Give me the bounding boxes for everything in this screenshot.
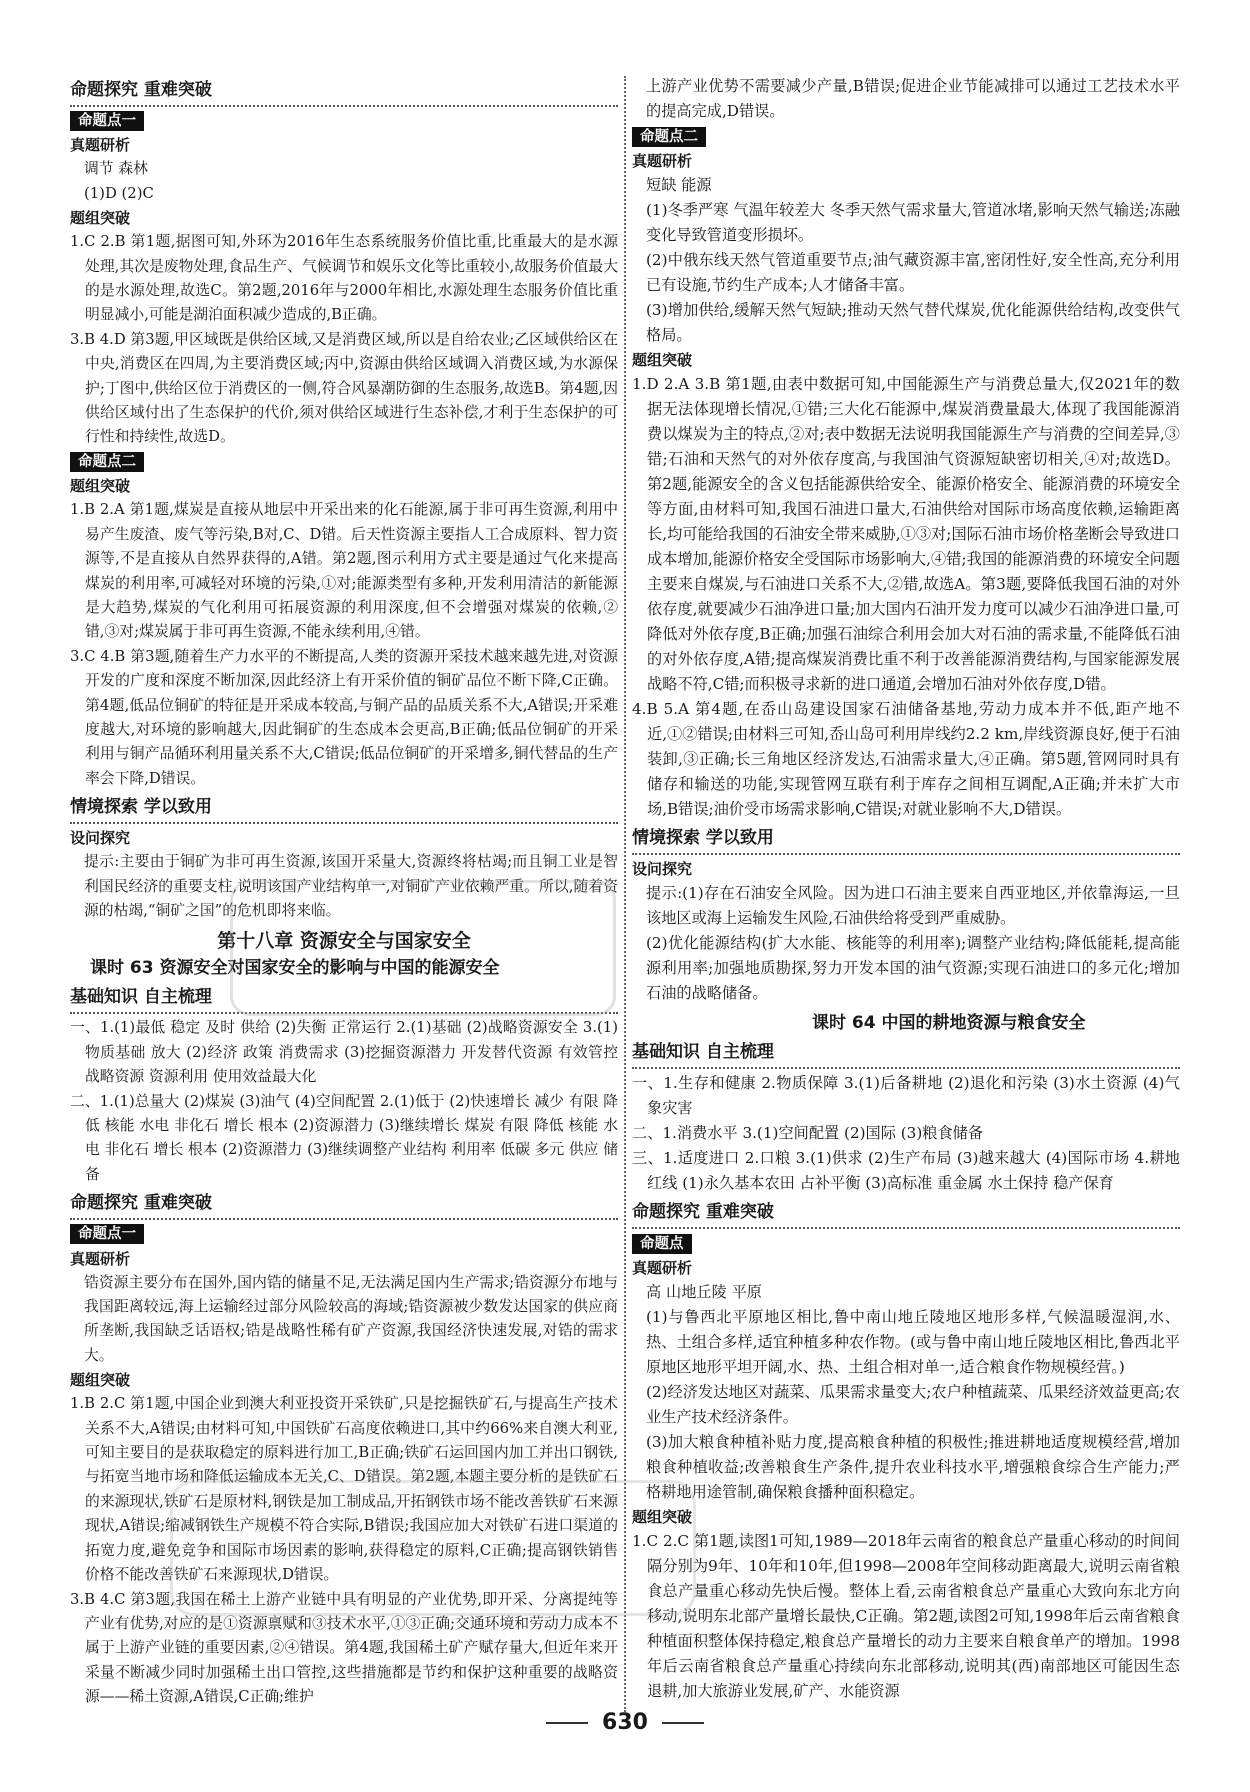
section-header: 命题探究 重难突破 [70,77,618,107]
section-header: 情境探索 学以致用 [632,825,1180,855]
subheading: 设问探究 [70,829,131,848]
answer-paragraph: (3)增加供给,缓解天然气短缺;推动天然气替代煤炭,优化能源供给结构,改变供气格局。 [646,301,1180,344]
subheading: 真题研析 [70,136,131,155]
answer-paragraph: 3.B 4.D 第3题,甲区域既是供给区域,又是消费区域,所以是自给农业;乙区域供给区在中央,消费区在四周,为主要消费区域;丙中,资源由供给区域调入消费区域,为水源保护;丁图中,供给区位于消费区的一侧,符合风暴潮防御的生态服务,故选B。第4题,因供给区域付出了生态保护的代价,须对供给区域进行生态补偿,才利于生态保护的可行性和持续性,故选D。 [70,330,618,446]
answer-paragraph: (2)优化能源结构(扩大水能、核能等的利用率);调整产业结构;降低能耗,提高能源利用率;加强地质勘探,努力开发本国的油气资源;实现石油进口的多元化;增加石油的战略储备。 [646,934,1180,1002]
subheading: 题组突破 [632,351,693,369]
topic-tag: 命题点一 [70,111,144,131]
answer-paragraph: 二、1.消费水平 3.(1)空间配置 (2)国际 (3)粮食储备 [632,1124,984,1142]
answer-paragraph: 3.B 4.C 第3题,我国在稀土上游产业链中具有明显的产业优势,即开采、分离提纯等产业有优势,对应的是①资源禀赋和③技术水平,①③正确;交通环境和劳动力成本不属于上游产业链的重要因素,②④错误。第4题,我国稀土矿产赋存量大,但近年来开采量不断减少同时加强稀土出口管控,这些措施都是节约和保护这种重要的战略资源——稀土资源,A错误,C正确;维护 [70,1590,618,1706]
answer-paragraph: 1.D 2.A 3.B 第1题,由表中数据可知,中国能源生产与消费总量大,仅2021年的数据无法体现增长情况,①错;三大化石能源中,煤炭消费量最大,体现了我国能源消费以煤炭为主的特点,②对;表中数据无法说明我国能源生产与消费的空间差异,③错;石油和天然气的对外依存度高,与我国油气资源短缺密切相关,④对;故选D。第2题,能源安全的含义包括能源供给安全、能源价格安全、能源消费的环境安全等方面,由材料可知,我国石油进口量大,石油供给对国际市场高度依赖,运输距离长,均可能给我国的石油安全带来威胁,①③对;国际石油市场价格垄断会导致进口成本增加,能源价格安全受国际市场影响大,④错;我国的能源消费的环境安全问题主要来自煤炭,与石油进口关系不大,②错,故选A。第3题,要降低我国石油的对外依存度,就要减少石油净进口量;加大国内石油开发力度可以减少石油净进口量,可降低对外依存度,B正确;加强石油综合利用会加大对石油的需求量,不能降低石油的对外依存度,A错;提高煤炭消费比重不利于改善能源消费结构,与国家能源发展战略不符,C错;而积极寻求新的进口通道,会增加石油对外依存度,D错。 [632,375,1180,693]
page-number-rule [546,1722,588,1724]
subheading: 题组突破 [70,209,131,228]
answer-paragraph: 1.B 2.C 第1题,中国企业到澳大利亚投资开采铁矿,只是挖掘铁矿石,与提高生产技术关系不大,A错误;由材料可知,中国铁矿石高度依赖进口,其中约66%来自澳大利亚,可知主要目的是获取稳定的原料进行加工,B正确;铁矿石运回国内加工并出口钢铁,与拓宽当地市场和降低运输成本无关,C、D错误。第2题,本题主要分析的是铁矿石的来源现状,铁矿石是原材料,钢铁是加工制成品,开拓钢铁市场不能改善铁矿石来源现状,A错误;缩减钢铁生产规模不符合实际,B错误;我国应加大对铁矿石进口渠道的拓宽力度,避免竞争和国际市场因素的影响,获得稳定的原料,C正确;提高钢铁销售价格不能改善铁矿石来源现状,D错误。 [70,1395,618,1584]
left-column [70,74,618,1722]
right-column [632,74,1180,1722]
answer-paragraph: 3.C 4.B 第3题,随着生产力水平的不断提高,人类的资源开采技术越来越先进,对资源开发的广度和深度不断加深,因此经济上有开采价值的铜矿品位不断下降,C正确。第4题,低品位铜矿的特征是开采成本较高,与铜产品的品质关系不大,A错误;开采难度越大,对环境的影响越大,因此铜矿的生态成本会更高,B正确;低品位铜矿的开采利用与铜产品循环利用量关系不大,C错误;低品位铜矿的开采增多,铜代替品的生产率会下降,D错误。 [70,647,618,787]
topic-tag: 命题点 [632,1234,692,1254]
answer-text: 调节 森林 [84,160,148,178]
answer-paragraph: 1.C 2.C 第1题,读图1可知,1989—2018年云南省的粮食总产量重心移动的时间间隔分别为9年、10年和10年,但1998—2008年空间移动距离最大,说明云南省粮食总产量重心移动先快后慢。整体上看,云南省粮食总产量重心大致向东北方向移动,说明东北部产量增长最快,C正确。第2题,读图2可知,1998年后云南省粮食种植面积整体保持稳定,粮食总产量增长的动力主要来自粮食单产的增加。1998年后云南省粮食总产量重心持续向东北部移动,说明其(西)南部地区可能因生态退耕,加大旅游业发展,矿产、水能资源 [632,1532,1180,1700]
section-header: 命题探究 重难突破 [632,1199,1180,1229]
answer-paragraph: 4.B 5.A 第4题,在岙山岛建设国家石油储备基地,劳动力成本并不低,距产地不近,①②错误;由材料三可知,岙山岛可利用岸线约2.2 km,岸线资源良好,便于石油装卸,③正确;长三角地区经济发达,石油需求量大,④正确。第5题,管网同时具有储存和输送的功能,实现管网互联有利于库存之间相互调配,A正确;并未扩大市场,B错误;油价受市场需求影响,C错误;对就业影响不大,D错误。 [632,700,1180,818]
answer-paragraph: 上游产业优势不需要减少产量,B错误;促进企业节能减排可以通过工艺技术水平的提高完成,D错误。 [646,77,1180,120]
answer-paragraph: (3)加大粮食种植补贴力度,提高粮食种植的积极性;推进耕地适度规模经营,增加粮食种植收益;改善粮食生产条件,提升农业科技水平,增强粮食综合生产能力;严格耕地用途管制,确保粮食播种面积稳定。 [646,1433,1180,1501]
subheading: 真题研析 [70,1249,131,1268]
chapter-title: 第十八章 资源安全与国家安全 [217,930,471,953]
answer-paragraph: 一、1.(1)最低 稳定 及时 供给 (2)失衡 正常运行 2.(1)基础 (2)战略资源安全 3.(1)物质基础 放大 (2)经济 政策 消费需求 (3)挖掘资源潜力 开发替代资源 有效管控战略资源 资源利用 使用效益最大化 [70,1019,618,1086]
answer-paragraph: (1)与鲁西北平原地区相比,鲁中南山地丘陵地区地形多样,气候温暖湿润,水、热、土组合多样,适宜种植多种农作物。(或与鲁中南山地丘陵地区相比,鲁西北平原地区地形平坦开阔,水、热、土组合相对单一,适合粮食作物规模经营。) [646,1308,1180,1376]
page-number-text: 630 [602,1710,648,1735]
subheading: 设问探究 [632,860,693,878]
subheading: 题组突破 [70,477,131,496]
lesson-title: 课时 63 资源安全对国家安全的影响与中国的能源安全 [90,958,500,979]
page-number-rule [662,1722,704,1724]
answer-paragraph: (2)经济发达地区对蔬菜、瓜果需求量变大;农户种植蔬菜、瓜果经济效益更高;农业生产技术经济条件。 [646,1383,1180,1426]
subheading: 题组突破 [70,1371,131,1390]
section-header: 命题探究 重难突破 [70,1190,618,1220]
answer-paragraph: 提示:主要由于铜矿为非可再生资源,该国开采量大,资源终将枯竭;而且铜工业是智利国民经济的重要支柱,说明该国产业结构单一,对铜矿产业依赖严重。所以,随着资源的枯竭,“铜矿之国”的危机即将来临。 [84,853,618,919]
answer-text: 短缺 能源 [646,176,712,194]
lesson-title: 课时 64 中国的耕地资源与粮食安全 [812,1013,1086,1033]
topic-tag: 命题点一 [70,1224,144,1244]
subheading: 题组突破 [632,1508,693,1526]
answer-text: (1)D (2)C [84,184,154,202]
answer-paragraph: (1)冬季严寒 气温年较差大 冬季天然气需求量大,管道冰堵,影响天然气输送;冻融变化导致管道变形损坏。 [646,201,1180,244]
answer-text: 高 山地丘陵 平原 [646,1283,762,1301]
section-header: 基础知识 自主梳理 [632,1039,1180,1069]
answer-paragraph: (2)中俄东线天然气管道重要节点;油气藏资源丰富,密闭性好,安全性高,充分利用已有设施,节约生产成本;人才储备丰富。 [646,251,1180,294]
column-divider [624,76,626,1712]
answer-paragraph: 一、1.生存和健康 2.物质保障 3.(1)后备耕地 (2)退化和污染 (3)水土资源 (4)气象灾害 [632,1074,1180,1117]
section-header: 情境探索 学以致用 [70,794,618,824]
subheading: 真题研析 [632,152,693,170]
answer-paragraph: 1.B 2.A 第1题,煤炭是直接从地层中开采出来的化石能源,属于非可再生资源,利用中易产生废渣、废气等污染,B对,C、D错。后天性资源主要指人工合成原料、智力资源等,不是直接从自然界获得的,A错。第2题,图示利用方式主要是通过气化来提高煤炭的利用率,可减轻对环境的污染,①对;能源类型有多种,开发利用清洁的新能源是大趋势,煤炭的气化利用可拓展资源的利用深度,但不会增强对煤炭的依赖,②错,③对;煤炭属于非可再生资源,不能永续利用,④错。 [70,501,618,641]
answer-paragraph: 1.C 2.B 第1题,据图可知,外环为2016年生态系统服务价值比重,比重最大的是水源处理,其次是废物处理,食品生产、气候调节和娱乐文化等比重较小,故服务价值最大的是水源处理,故选C。第2题,2016年与2000年相比,水源处理生态服务价值比重明显减小,可能是湖泊面积减少造成的,B正确。 [70,233,618,324]
topic-tag: 命题点二 [70,452,144,472]
section-header: 基础知识 自主梳理 [70,984,618,1014]
answer-paragraph: 二、1.(1)总量大 (2)煤炭 (3)油气 (4)空间配置 2.(1)低于 (2)快速增长 减少 有限 降低 核能 水电 非化石 增长 根本 (2)资源潜力 (3)继续增长 煤炭 有限 降低 核能 水电 非化石 增长 根本 (2)资源潜力 (3)继续调整产业结构 利用率 低碳 多元 供应 储备 [70,1092,618,1183]
answer-paragraph: 提示:(1)存在石油安全风险。因为进口石油主要来自西亚地区,并依靠海运,一旦该地区或海上运输发生风险,石油供给将受到严重威胁。 [646,884,1180,927]
subheading: 真题研析 [632,1259,693,1277]
page-number [0,1710,1250,1735]
topic-tag: 命题点二 [632,127,706,147]
answer-paragraph: 三、1.适度进口 2.口粮 3.(1)供求 (2)生产布局 (3)越来越大 (4)国际市场 4.耕地红线 (1)永久基本农田 占补平衡 (3)高标准 重金属 水土保持 稳产保育 [632,1149,1180,1192]
answer-paragraph: 锆资源主要分布在国外,国内锆的储量不足,无法满足国内生产需求;锆资源分布地与我国距离较远,海上运输经过部分风险较高的海域;锆资源被少数发达国家的供应商所垄断,我国缺乏话语权;锆是战略性稀有矿产资源,我国经济快速发展,对锆的需求大。 [84,1273,618,1364]
